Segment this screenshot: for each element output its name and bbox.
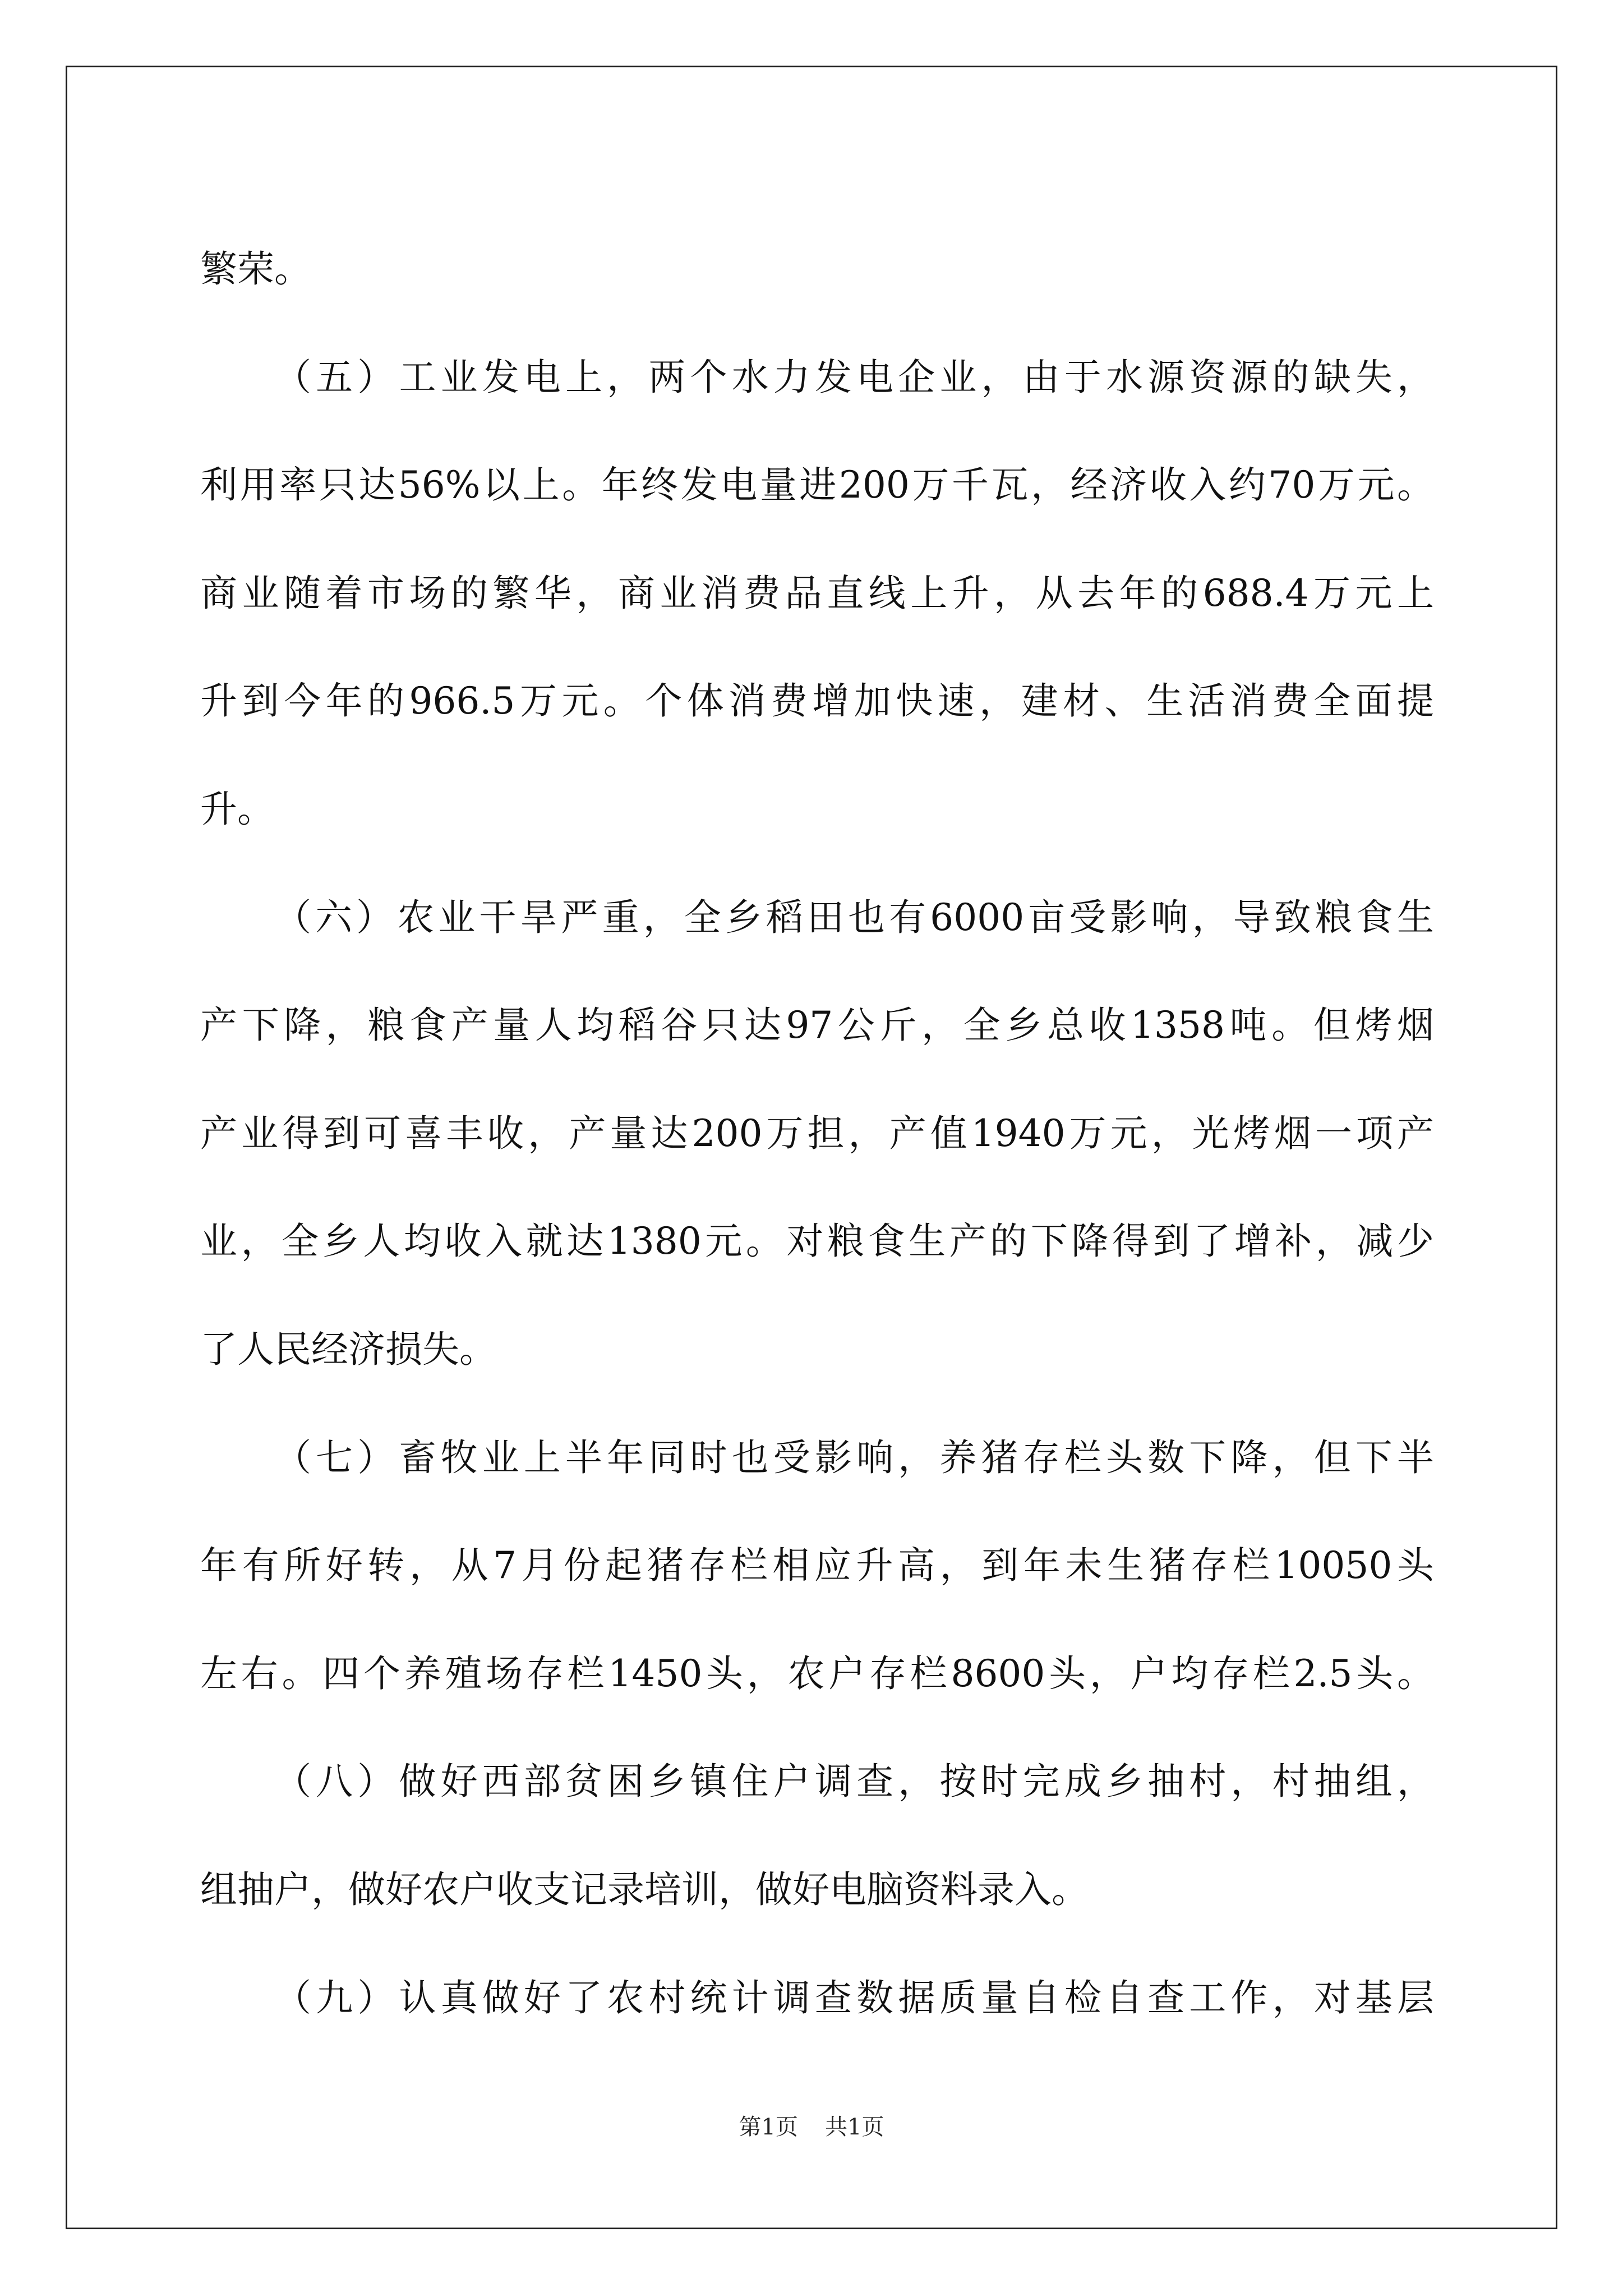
page-footer [0,2109,1623,2141]
page-number-total: 共1页 [825,2114,884,2140]
body-line: （七）畜牧业上半年同时也受影响，养猪存栏头数下降，但下半 [274,1435,1434,1479]
body-line: （六）农业干旱严重，全乡稻田也有6000亩受影响，导致粮食生 [274,895,1434,939]
body-line: 升到今年的966.5万元。个体消费增加快速，建材、生活消费全面提 [200,679,1434,723]
body-line: 组抽户，做好农户收支记录培训，做好电脑资料录入。 [200,1867,1089,1911]
body-line: 产下降，粮食产量人均稻谷只达97公斤，全乡总收1358吨。但烤烟 [200,1004,1434,1047]
body-line: 升。 [200,787,274,831]
page-number-current: 第1页 [739,2114,798,2140]
body-line: 业，全乡人均收入就达1380元。对粮食生产的下降得到了增补，减少 [200,1220,1434,1263]
body-line: 年有所好转，从7月份起猪存栏相应升高，到年未生猪存栏10050头 [200,1544,1434,1588]
body-line: 利用率只达56%以上。年终发电量进200万千瓦，经济收入约70万元。 [200,463,1434,507]
body-line: 商业随着市场的繁华，商业消费品直线上升，从去年的688.4万元上 [200,571,1434,615]
body-line: 左右。四个养殖场存栏1450头，农户存栏8600头，户均存栏2.5头。 [200,1651,1434,1695]
body-line: 繁荣。 [200,247,311,291]
body-line: 了人民经济损失。 [200,1327,496,1371]
document-body [200,215,1434,2052]
body-line: 产业得到可喜丰收，产量达200万担，产值1940万元，光烤烟一项产 [200,1111,1434,1155]
body-line: （五）工业发电上，两个水力发电企业，由于水源资源的缺失， [274,355,1434,399]
body-line: （八）做好西部贫困乡镇住户调查，按时完成乡抽村，村抽组， [274,1760,1434,1803]
body-line: （九）认真做好了农村统计调查数据质量自检自查工作，对基层 [274,1976,1434,2019]
